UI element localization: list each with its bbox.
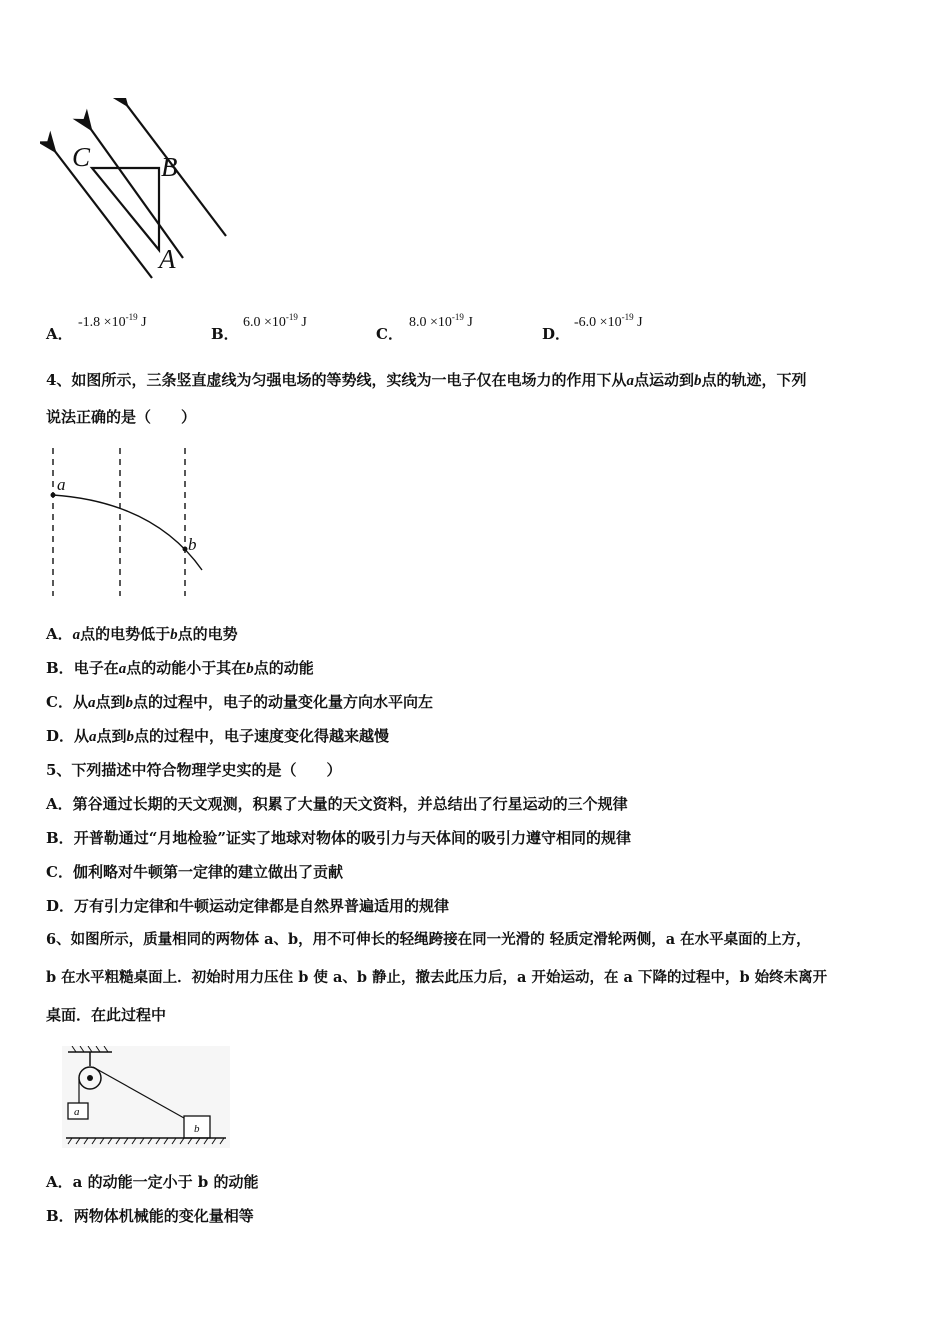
label-c: C xyxy=(72,142,91,172)
q6-stem-line1: 6、如图所示，质量相同的两物体 a、b，用不可伸长的轻绳跨接在同一光滑的 轻质定滑轮两侧，a 在水平桌面的上方， xyxy=(46,931,811,948)
block-b-label: b xyxy=(194,1123,200,1135)
label-b: B xyxy=(161,152,178,182)
q3-option-a-value: $-1.8 \times 10^{-19}$ J xyxy=(78,312,147,330)
q3-option-b-letter: B． xyxy=(211,325,239,343)
q4-option-c: C．从a点到b点的过程中，电子的动量变化量方向水平向左 xyxy=(46,693,433,711)
q4-option-b: B．电子在a点的动能小于其在b点的动能 xyxy=(46,659,314,677)
q4-option-d: D．从a点到b点的过程中，电子速度变化得越来越慢 xyxy=(46,727,390,745)
label-a: A xyxy=(159,244,176,274)
q4-option-a: A．a点的电势低于b点的电势 xyxy=(46,625,238,643)
block-a-label: a xyxy=(74,1106,80,1118)
q6-figure xyxy=(62,1046,230,1148)
q6-stem-line2: b 在水平粗糙桌面上．初始时用力压住 b 使 a、b 静止，撤去此压力后，a 开始运动，在 a 下降的过程中，b 始终未离开 xyxy=(46,969,828,986)
q3-option-a-letter: A． xyxy=(46,325,73,343)
q3-option-c-value: $8.0 \times 10^{-19}$ J xyxy=(409,312,473,330)
label-a: a xyxy=(57,475,66,494)
q3-figure xyxy=(40,98,240,280)
q6-option-a: A．a 的动能一定小于 b 的动能 xyxy=(46,1173,259,1191)
q5-option-b: B．开普勒通过“月地检验”证实了地球对物体的吸引力与天体间的吸引力遵守相同的规律 xyxy=(46,829,631,847)
q4-stem-line1: 4、如图所示，三条竖直虚线为匀强电场的等势线，实线为一电子仅在电场力的作用下从a点运动到b点的轨迹，下列 xyxy=(46,371,807,389)
q4-figure xyxy=(44,444,214,600)
q5-option-d: D．万有引力定律和牛顿运动定律都是自然界普遍适用的规律 xyxy=(46,897,450,915)
q3-option-b-value: $6.0 \times 10^{-19}$ J xyxy=(243,312,307,330)
label-b: b xyxy=(188,535,197,554)
q5-option-a: A．第谷通过长期的天文观测，积累了大量的天文资料，并总结出了行星运动的三个规律 xyxy=(46,795,628,813)
point-b xyxy=(183,547,188,552)
q6-option-b: B．两物体机械能的变化量相等 xyxy=(46,1207,254,1225)
q5-option-c: C．伽利略对牛顿第一定律的建立做出了贡献 xyxy=(46,863,343,881)
q5-stem: 5、下列描述中符合物理学史实的是（ ） xyxy=(46,761,342,779)
point-a xyxy=(51,493,56,498)
electron-trajectory xyxy=(53,495,202,570)
q3-option-d-letter: D． xyxy=(542,325,571,343)
q3-option-d-value: $-6.0 \times 10^{-19}$ J xyxy=(574,312,643,330)
field-line-2 xyxy=(90,128,183,258)
q4-stem-line2: 说法正确的是（ ） xyxy=(46,408,197,426)
field-line-1 xyxy=(54,150,152,278)
q6-stem-line3: 桌面．在此过程中 xyxy=(46,1006,167,1024)
q3-option-c-letter: C． xyxy=(376,325,403,343)
